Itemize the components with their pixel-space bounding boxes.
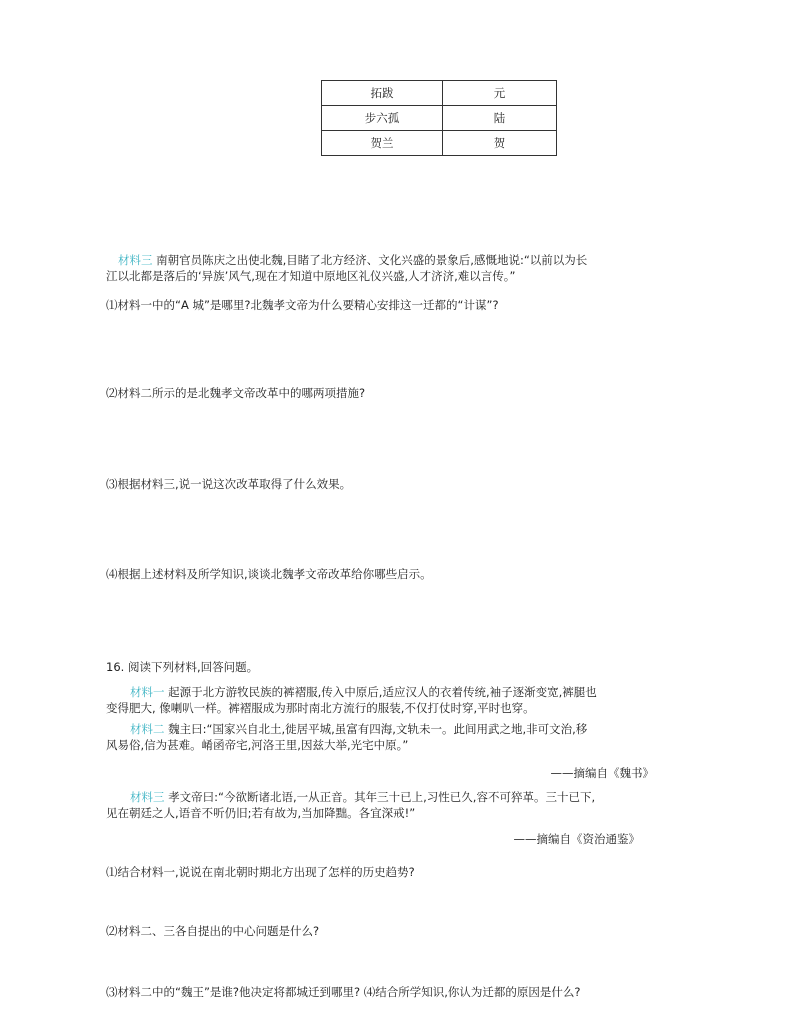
q16-material-3-source: ——摘编自《资治通鉴》 (513, 832, 640, 846)
question-15-4: ⑷根据上述材料及所学知识,谈谈北魏孝文帝改革给你哪些启示。 (106, 567, 432, 581)
q16-material-2: 材料二 魏主曰:“国家兴自北土,徙居平城,虽富有四海,文轨未一。此间用武之地,非可文治,移 风易俗,信为甚难。崤函帝宅,河洛王里,因兹大举,光宅中原。” (106, 722, 588, 752)
table-row (322, 131, 557, 156)
table-cell-new-surname: 元 (443, 81, 557, 106)
material-tag: 材料二 (130, 722, 165, 736)
material-3-block (106, 252, 666, 284)
table-cell-new-surname: 贺 (443, 131, 557, 156)
table-cell-new-surname: 陆 (443, 106, 557, 131)
material-3-line-2: 江以北都是落后的‘异族’风气,现在才知道中原地区礼仪兴盛,人才济济,难以言传。” (106, 269, 516, 283)
material-tag: 材料三 (118, 253, 153, 267)
q16-material-2-source: ——摘编自《魏书》 (550, 766, 654, 780)
question-16-heading: 16. 阅读下列材料,回答问题。 (106, 660, 259, 674)
question-15-2: ⑵材料二所示的是北魏孝文帝改革中的哪两项措施? (106, 386, 366, 400)
question-16-1: ⑴结合材料一,说说在南北朝时期北方出现了怎样的历史趋势? (106, 865, 415, 879)
material-tag: 材料三 (130, 790, 165, 804)
question-16-2: ⑵材料二、三各自提出的中心问题是什么? (106, 924, 320, 938)
surname-table (321, 80, 557, 156)
question-16-3-4: ⑶材料二中的“魏王”是谁?他决定将都城迁到哪里? ⑷结合所学知识,你认为迁都的原因是什么? (106, 985, 581, 999)
table-cell-old-surname: 拓跋 (322, 81, 443, 106)
table-row (322, 106, 557, 131)
q16-material-1: 材料一 起源于北方游牧民族的裤褶服,传入中原后,适应汉人的衣着传统,袖子逐渐变宽,裤腿也 变得肥大, 像喇叭一样。裤褶服成为那时南北方流行的服装,不仅打仗时穿,平时也穿。 (106, 685, 597, 715)
material-tag: 材料一 (130, 685, 165, 699)
question-15-3: ⑶根据材料三,说一说这次改革取得了什么效果。 (106, 477, 352, 491)
table-row (322, 81, 557, 106)
table-cell-old-surname: 步六孤 (322, 106, 443, 131)
question-15-1: ⑴材料一中的“A 城”是哪里?北魏孝文帝为什么要精心安排这一迁都的“计谋”? (106, 298, 499, 312)
material-3-line-1: 材料三 南朝官员陈庆之出使北魏,目睹了北方经济、文化兴盛的景象后,感慨地说:“以前以为长 (118, 253, 588, 267)
table-cell-old-surname: 贺兰 (322, 131, 443, 156)
q16-material-3: 材料三 孝文帝曰:“今欲断诸北语,一从正音。其年三十已上,习性已久,容不可猝革。三十已下, 见在朝廷之人,语音不听仍旧;若有故为,当加降黜。各宜深戒!” (106, 790, 596, 820)
